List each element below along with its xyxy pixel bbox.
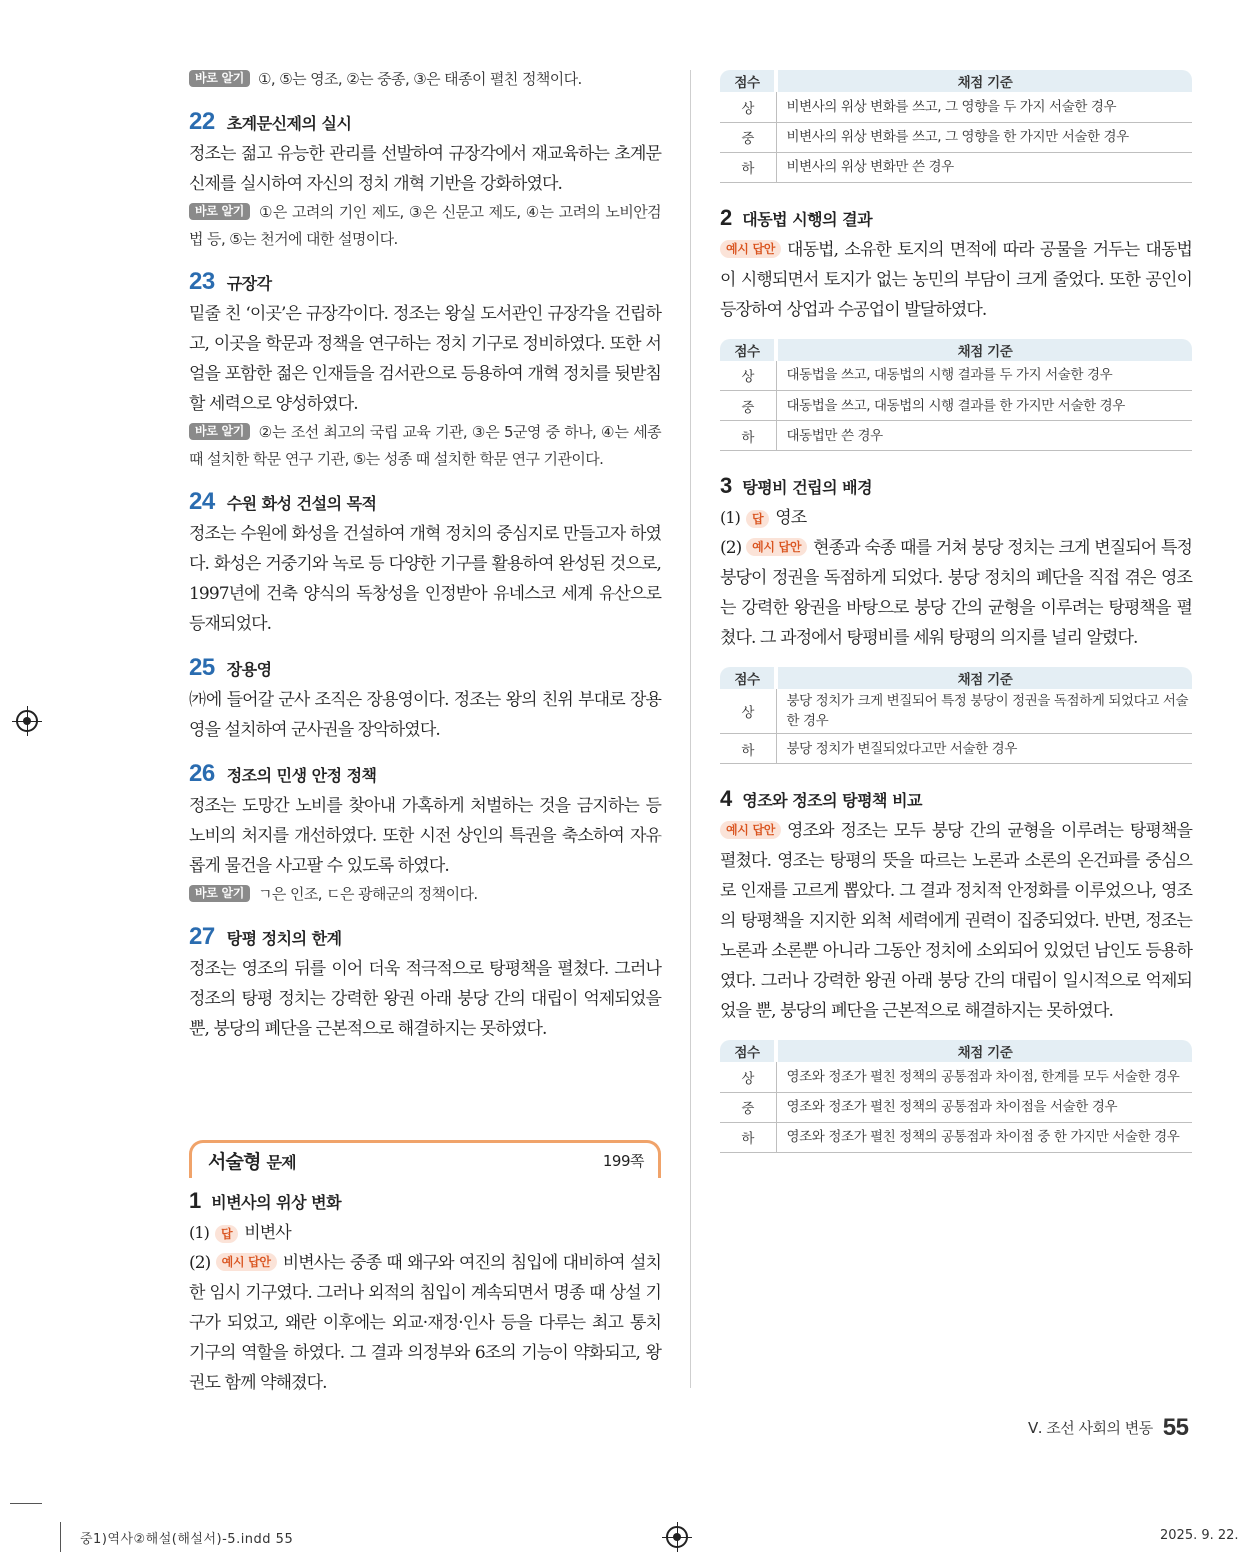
question-number: 22 xyxy=(189,108,215,135)
table-row: 상 비변사의 위상 변화를 쓰고, 그 영향을 두 가지 서술한 경우 xyxy=(720,92,1192,122)
question-title: 초계문신제의 실시 xyxy=(226,114,352,133)
crop-mark xyxy=(60,1522,61,1552)
registration-mark-icon xyxy=(16,710,38,732)
crop-mark xyxy=(10,1503,42,1504)
table-row: 하 대동법만 쓴 경우 xyxy=(720,421,1192,451)
answer-badge: 답 xyxy=(746,510,769,528)
slug-filename: 중1)역사②해설(해설서)-5.indd 55 xyxy=(80,1532,294,1547)
top-note: 바로 알기 ①, ⑤는 영조, ②는 중종, ③은 태종이 펼친 정책이다. xyxy=(189,66,661,93)
essay-title: 서술형 문제 xyxy=(208,1151,296,1173)
barum-badge: 바로 알기 xyxy=(189,423,250,440)
column-divider xyxy=(690,70,691,1388)
question-note: 바로 알기 ①은 고려의 기인 제도, ③은 신문고 제도, ④는 고려의 노비안검법 등, ⑤는 천거에 대한 설명이다. xyxy=(189,203,661,248)
question-note: 바로 알기 ㄱ은 인조, ㄷ은 광해군의 정책이다. xyxy=(189,881,661,908)
sub-answer-2: (2) 예시 답안 비변사는 중종 때 왜구와 여진의 침입에 대비하여 설치한 임시 기구였다. 그러나 외적의 침입이 계속되면서 명종 때 상설 기구가 되었고, 왜란 이후에는 외교·재정·인사 등을 다루는 최고 통치 기구의 역할을 하였다. 그 결과 의정부와 6조의 기능이 약화되고, 왕권도 함께 약해졌다. xyxy=(189,1253,661,1393)
question-27 xyxy=(189,922,661,1044)
barum-badge: 바로 알기 xyxy=(189,203,250,220)
question-title: 수원 화성 건설의 목적 xyxy=(226,494,377,513)
question-number: 2 xyxy=(720,204,733,230)
essay-question-1 xyxy=(189,1186,661,1398)
example-badge: 예시 답안 xyxy=(720,821,781,839)
scoring-table-4: 점수 채점 기준 상 영조와 정조가 펼친 정책의 공통점과 차이점, 한계를 모두 서술한 경우 중 영조와 정조가 펼친 정책의 공통점과 차이점을 서술한 경우 하 영조와 정조가 펼친 정책의 공통점과 차이점 중 한 가지만 서술한 경우 xyxy=(720,1040,1192,1153)
answer-badge: 답 xyxy=(215,1225,238,1243)
question-number: 1 xyxy=(189,1188,202,1213)
scoring-table-2: 점수 채점 기준 상 대동법을 쓰고, 대동법의 시행 결과를 두 가지 서술한 경우 중 대동법을 쓰고, 대동법의 시행 결과를 한 가지만 서술한 경우 하 대동법만 쓴 경우 xyxy=(720,339,1192,452)
table-row: 하 영조와 정조가 펼친 정책의 공통점과 차이점 중 한 가지만 서술한 경우 xyxy=(720,1122,1192,1152)
barum-badge: 바로 알기 xyxy=(189,70,250,87)
question-number: 27 xyxy=(189,923,215,950)
question-number: 24 xyxy=(189,488,215,515)
question-body: 정조는 도망간 노비를 찾아내 가혹하게 처벌하는 것을 금지하는 등 노비의 처지를 개선하였다. 또한 시전 상인의 특권을 축소하여 자유롭게 물건을 사고팔 수 있도록 하였다. xyxy=(189,796,661,876)
right-column xyxy=(720,70,1192,1173)
question-title: 탕평비 건립의 배경 xyxy=(742,478,873,497)
scoring-table-3: 점수 채점 기준 상 붕당 정치가 크게 변질되어 특정 붕당이 정권을 독점하게 되었다고 서술한 경우 하 붕당 정치가 변질되었다고만 서술한 경우 xyxy=(720,667,1192,764)
table-row: 중 비변사의 위상 변화를 쓰고, 그 영향을 한 가지만 서술한 경우 xyxy=(720,122,1192,152)
question-23 xyxy=(189,267,661,473)
example-badge: 예시 답안 xyxy=(746,538,807,556)
essay-section-header xyxy=(189,1140,661,1178)
chapter-title: Ⅴ. 조선 사회의 변동 xyxy=(1028,1419,1153,1437)
sub-answer-1: (1) 답 영조 xyxy=(720,508,807,528)
answer-text: 예시 답안 대동법, 소유한 토지의 면적에 따라 공물을 거두는 대동법이 시행되면서 토지가 없는 농민의 부담이 크게 줄었다. 또한 공인이 등장하여 상업과 수공업이 발달하였다. xyxy=(720,239,1192,320)
left-column xyxy=(189,66,661,1398)
question-title: 정조의 민생 안정 정책 xyxy=(226,766,377,785)
page-number: 55 xyxy=(1162,1414,1189,1441)
example-badge: 예시 답안 xyxy=(216,1253,277,1271)
question-number: 26 xyxy=(189,760,215,787)
sub-answer-1: (1) 답 비변사 xyxy=(189,1223,291,1243)
table-row: 상 붕당 정치가 크게 변질되어 특정 붕당이 정권을 독점하게 되었다고 서술한 경우 xyxy=(720,689,1192,734)
essay-question-4 xyxy=(720,784,1192,1153)
table-row: 하 붕당 정치가 변질되었다고만 서술한 경우 xyxy=(720,734,1192,764)
question-title: 영조와 정조의 탕평책 비교 xyxy=(742,791,922,810)
question-body: ㈎에 들어갈 군사 조직은 장용영이다. 정조는 왕의 친위 부대로 장용영을 설치하여 군사권을 장악하였다. xyxy=(189,690,661,740)
essay-question-2 xyxy=(720,203,1192,452)
scoring-table-1: 점수 채점 기준 상 비변사의 위상 변화를 쓰고, 그 영향을 두 가지 서술한 경우 중 비변사의 위상 변화를 쓰고, 그 영향을 한 가지만 서술한 경우 하 비변사의 위상 변화만 쓴 경우 xyxy=(720,70,1192,183)
question-24 xyxy=(189,487,661,639)
table-row: 상 영조와 정조가 펼친 정책의 공통점과 차이점, 한계를 모두 서술한 경우 xyxy=(720,1062,1192,1092)
slug-date: 2025. 9. 22. xyxy=(1160,1528,1239,1543)
question-title: 대동법 시행의 결과 xyxy=(742,209,873,229)
sub-answer-2: (2) 예시 답안 현종과 숙종 때를 거쳐 붕당 정치는 크게 변질되어 특정 붕당이 정권을 독점하게 되었다. 붕당 정치의 폐단을 직접 겪은 영조는 강력한 왕권을 바탕으로 붕당 간의 균형을 이루려는 탕평책을 펼쳤다. 그 과정에서 탕평비를 세워 탕평의 의지를 널리 알렸다. xyxy=(720,538,1193,648)
question-title: 탕평 정치의 한계 xyxy=(226,929,342,948)
barum-badge: 바로 알기 xyxy=(189,885,250,902)
table-row: 하 비변사의 위상 변화만 쓴 경우 xyxy=(720,152,1192,182)
registration-mark-icon xyxy=(666,1526,688,1548)
page-footer xyxy=(1028,1414,1188,1442)
question-note: 바로 알기 ②는 조선 최고의 국립 교육 기관, ③은 5군영 중 하나, ④는 세종 때 설치한 학문 연구 기관, ⑤는 성종 때 설치한 학문 연구 기관이다. xyxy=(189,423,661,468)
example-badge: 예시 답안 xyxy=(720,240,781,258)
question-25 xyxy=(189,653,661,745)
table-row: 상 대동법을 쓰고, 대동법의 시행 결과를 두 가지 서술한 경우 xyxy=(720,361,1192,391)
question-22 xyxy=(189,107,661,253)
essay-question-3 xyxy=(720,471,1192,764)
question-body: 정조는 영조의 뒤를 이어 더욱 적극적으로 탕평책을 펼쳤다. 그러나 정조의 탕평 정치는 강력한 왕권 아래 붕당 간의 대립이 억제되었을 뿐, 붕당의 폐단을 근본적으로 해결하지는 못하였다. xyxy=(189,959,661,1039)
question-number: 3 xyxy=(720,473,733,498)
table-row: 중 영조와 정조가 펼친 정책의 공통점과 차이점을 서술한 경우 xyxy=(720,1092,1192,1122)
essay-page-ref: 199쪽 xyxy=(602,1152,644,1170)
question-number: 23 xyxy=(189,268,215,295)
answer-text: 예시 답안 영조와 정조는 모두 붕당 간의 균형을 이루려는 탕평책을 펼쳤다. 영조는 탕평의 뜻을 따르는 노론과 소론의 온건파를 중심으로 인재를 고르게 뽑았다. 그 결과 정치적 안정화를 이루었으나, 영조의 탕평책을 지지한 외척 세력에게 권력이 집중되었다. 반면, 정조는 노론과 소론뿐 아니라 그동안 정치에 소외되어 있었던 남인도 등용하였다. 그러나 강력한 왕권 아래 붕당 간의 대립이 일시적으로 억제되었을 뿐, 붕당의 폐단을 근본적으로 해결하지는 못하였다. xyxy=(720,821,1192,1021)
question-body: 정조는 수원에 화성을 건설하여 개혁 정치의 중심지로 만들고자 하였다. 화성은 거중기와 녹로 등 다양한 기구를 활용하여 완성된 것으로, 1997년에 건축 양식의 독창성을 인정받아 유네스코 세계 유산으로 등재되었다. xyxy=(189,524,661,634)
table-row: 중 대동법을 쓰고, 대동법의 시행 결과를 한 가지만 서술한 경우 xyxy=(720,391,1192,421)
question-number: 4 xyxy=(720,786,733,811)
question-body: 정조는 젊고 유능한 관리를 선발하여 규장각에서 재교육하는 초계문신제를 실시하여 자신의 정치 개혁 기반을 강화하였다. xyxy=(189,144,661,194)
question-title: 규장각 xyxy=(226,274,272,293)
question-26 xyxy=(189,759,661,908)
question-number: 25 xyxy=(189,654,215,681)
question-title: 비변사의 위상 변화 xyxy=(211,1193,342,1212)
question-body: 밑줄 친 ‘이곳’은 규장각이다. 정조는 왕실 도서관인 규장각을 건립하고, 이곳을 학문과 정책을 연구하는 정치 기구로 정비하였다. 또한 서얼을 포함한 젊은 인재들을 검서관으로 등용하여 개혁 정치를 뒷받침할 세력으로 양성하였다. xyxy=(189,304,661,414)
question-title: 장용영 xyxy=(226,660,272,679)
